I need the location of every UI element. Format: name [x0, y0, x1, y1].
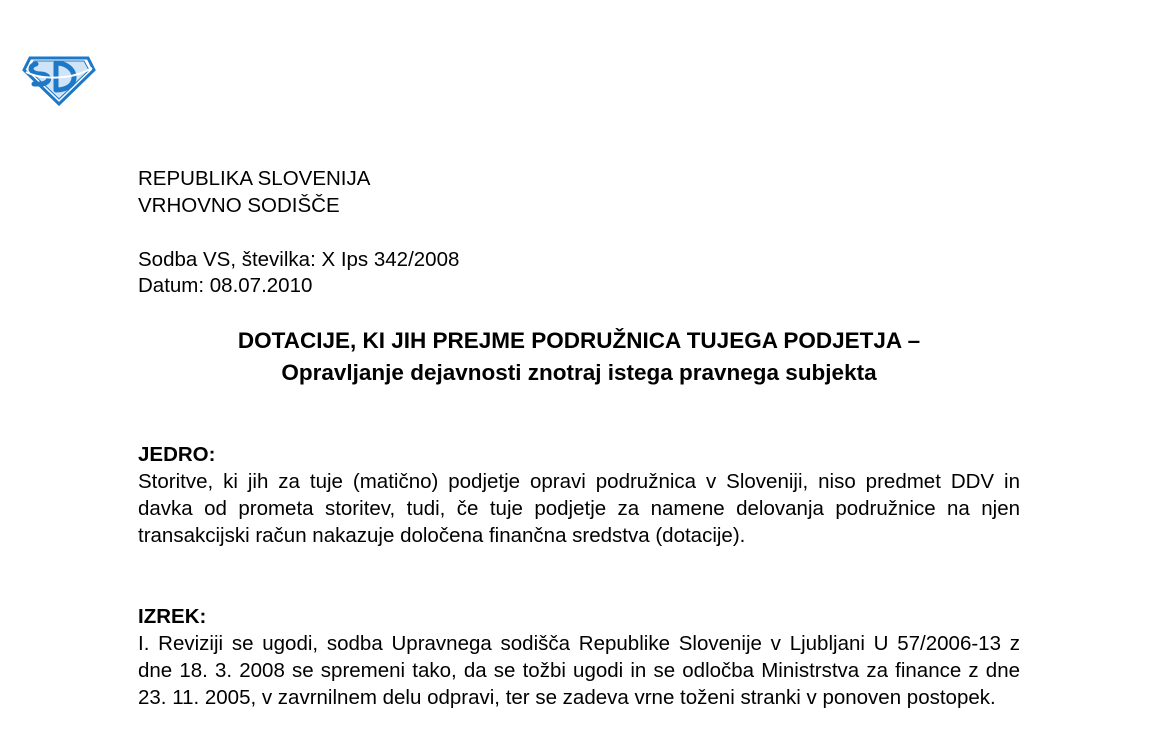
sd-diamond-icon — [22, 50, 96, 106]
izrek-heading: IZREK: — [138, 605, 207, 628]
izrek-paragraph: I. Reviziji se ugodi, sodba Upravnega sodišča Republike Slovenije v Ljubljani U 57/2006-13 z dne 18. 3. 2008 se spremeni tako, da se tožbi ugodi in se odločba Ministrstva za finance z dne 23. 11. 2005, v zavrnilnem delu odpravi, ter se zadeva vrne toženi stranki v ponoven postopek. — [138, 632, 1020, 709]
court-name: VRHOVNO SODIŠČE — [138, 194, 340, 217]
country-name: REPUBLIKA SLOVENIJA — [138, 167, 371, 190]
jedro-heading: JEDRO: — [138, 443, 216, 466]
document-title-line2: Opravljanje dejavnosti znotraj istega pravnega subjekta — [281, 360, 877, 385]
sd-logo — [22, 50, 96, 106]
jedro-paragraph: Storitve, ki jih za tuje (matično) podjetje opravi podružnica v Sloveniji, niso predmet DDV in davka od prometa storitev, tudi, če tuje podjetje za namene delovanja podružnice na njen transakcijski račun nakazuje določena finančna sredstva (dotacije). — [138, 470, 1020, 547]
document-title-line1: DOTACIJE, KI JIH PREJME PODRUŽNICA TUJEGA PODJETJA – — [237, 328, 921, 353]
case-date: Datum: 08.07.2010 — [138, 274, 313, 297]
case-number: Sodba VS, številka: X Ips 342/2008 — [138, 248, 460, 271]
